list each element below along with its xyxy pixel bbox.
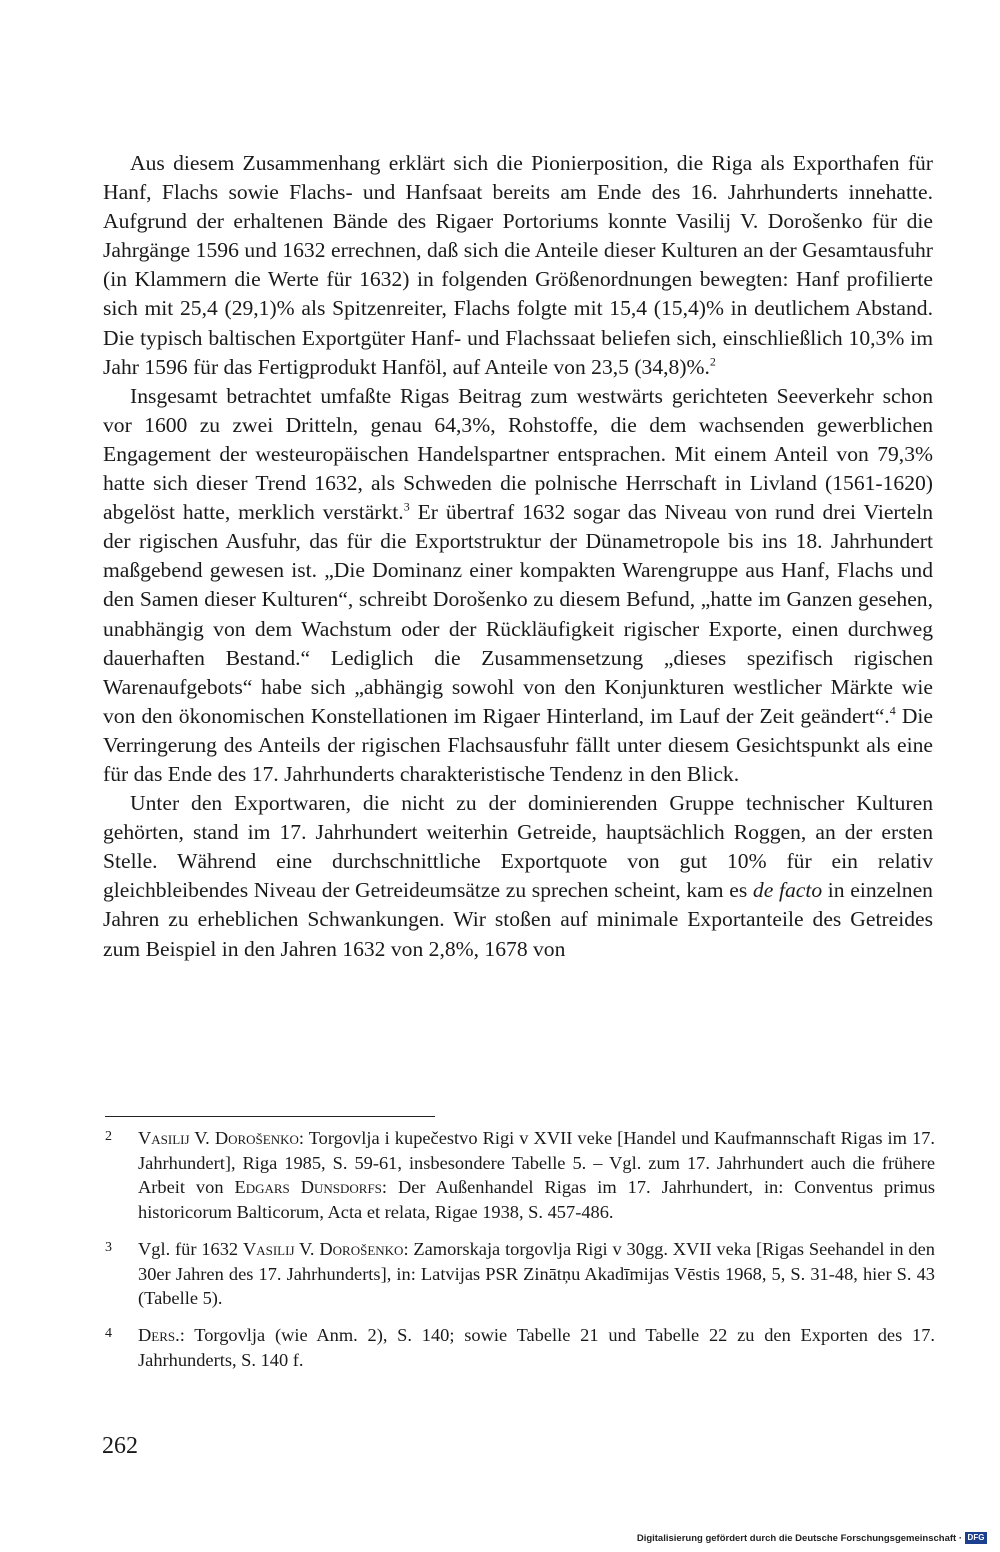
footnote-3 xyxy=(105,1237,935,1311)
funding-note xyxy=(637,1532,987,1544)
italic-term: de facto xyxy=(752,878,823,903)
paragraph-1 xyxy=(103,149,933,382)
funding-note-text: Digitalisierung gefördert durch die Deutsche Forschungsgemeinschaft · xyxy=(636,1532,962,1544)
footnote-author: Edgars Dunsdorfs xyxy=(234,1177,382,1198)
footnote-4 xyxy=(105,1323,935,1372)
footnote-text: : Torgovlja i kupečestvo Rigi v XVII veke [Handel und Kaufmannschaft Rigas im 17. Jahrhundert], Riga 1985, S. 59-61, insbesondere Tabelle 5. – Vgl. zum 17. Jahrhundert auch die frühere Arbeit von xyxy=(138,1128,935,1198)
paragraph-text: Er übertraf 1632 sogar das Niveau von rund drei Vierteln der rigischen Ausfuhr, das für die Exportstruktur der Dünametropole bis ins 18. Jahrhundert maßgebend gewesen ist. „Die Dominanz einer kompakten Warengruppe aus Hanf, Flachs und den Samen dieser Kulturen“, schreibt Dorošenko zu diesem Befund, „hatte im Ganzen gesehen, unabhängig von dem Wachstum oder der Rückläufigkeit rigischer Exporte, einen durchweg dauerhaften Bestand.“ Lediglich die Zusammensetzung „dieses spezifisch rigischen Warenaufgebots“ habe sich „abhängig sowohl von den Konjunkturen westlicher Märkte wie von den ökonomischen Konstellationen im Rigaer Hinterland, im Lauf der Zeit geändert“. xyxy=(103,500,933,728)
footnote-text: : Der Außenhandel Rigas im 17. Jahrhundert, in: Conventus primus historicorum Balticorum, Acta et relata, Rigae 1938, S. 457-486. xyxy=(138,1177,936,1223)
footnote-number: 4 xyxy=(105,1325,112,1341)
footnote-number: 3 xyxy=(105,1239,112,1255)
footnote-ref: 2 xyxy=(709,354,716,369)
footnotes xyxy=(105,1126,935,1384)
footnote-number: 2 xyxy=(105,1129,112,1144)
footnote-author: Vasilij V. Dorošenko xyxy=(138,1128,299,1148)
footnote-text: : Torgovlja (wie Anm. 2), S. 140; sowie Tabelle 21 und Tabelle 22 zu den Exporten des 17. Jahrhunderts, S. 140 f. xyxy=(138,1324,935,1370)
paragraph-3 xyxy=(103,789,933,964)
footnote-author: Ders. xyxy=(138,1324,180,1345)
page-number: 262 xyxy=(102,1433,138,1459)
footnote-ref: 3 xyxy=(403,499,410,514)
footnote-ref: 4 xyxy=(889,703,896,718)
footnote-author: Vasilij V. Dorošenko xyxy=(242,1238,404,1259)
footnote-divider xyxy=(105,1116,435,1117)
footnote-2 xyxy=(105,1126,935,1225)
footnote-text: : Zamorskaja torgovlja Rigi v 30gg. XVII veka [Rigas Seehandel in den 30er Jahren des 17. Jahrhunderts], in: Latvijas PSR Zinātņu Akadīmijas Vēstis 1968, 5, S. 31-48, hier S. 43 (Tabelle 5). xyxy=(138,1238,935,1309)
paragraph-2 xyxy=(103,382,933,789)
paragraph-text: Aus diesem Zusammenhang erklärt sich die Pionierposition, die Riga als Exporthafen für Hanf, Flachs sowie Flachs- und Hanfsaat bereits am Ende des 16. Jahrhunderts innehatte. Aufgrund der erhaltenen Bände des Rigaer Portoriums konnte Vasilij V. Dorošenko für die Jahrgänge 1596 und 1632 errechnen, daß sich die Anteile dieser Kulturen an der Gesamtausfuhr (in Klammern die Werte für 1632) in folgenden Größenordnungen bewegten: Hanf profilierte sich mit 25,4 (29,1)% als Spitzenreiter, Flachs folgte mit 15,4 (15,4)% in deutlichem Abstand. Die typisch baltischen Exportgüter Hanf- und Flachssaat beliefen sich, einschließlich 10,3% im Jahr 1596 für das Fertigprodukt Hanföl, auf Anteile von 23,5 (34,8)%. xyxy=(103,151,933,379)
main-text xyxy=(103,149,933,964)
paragraph-text: Die Verringerung des Anteils der rigischen Flachsausfuhr fällt unter diesem Gesichtspunkt als eine für das Ende des 17. Jahrhunderts charakteristische Tendenz in den Blick. xyxy=(103,703,934,786)
paragraph-text: Insgesamt betrachtet umfaßte Rigas Beitrag zum westwärts gerichteten Seeverkehr schon vor 1600 zu zwei Dritteln, genau 64,3%, Rohstoffe, die dem wachsenden gewerblichen Engagement der westeuropäischen Handelspartner entsprachen. Mit einem Anteil von 79,3% hatte sich dieser Trend 1632, als Schweden die polnische Herrschaft in Livland (1561-1620) abgelöst hatte, merklich verstärkt. xyxy=(103,383,933,525)
footnote-text: Vgl. für 1632 xyxy=(138,1238,243,1259)
paragraph-text: Unter den Exportwaren, die nicht zu der dominierenden Gruppe technischer Kulturen gehörten, stand im 17. Jahrhundert weiterhin Getreide, hauptsächlich Roggen, an der ersten Stelle. Während eine durchschnittliche Exportquote von gut 10% für ein relativ gleichbleibendes Niveau der Getreideumsätze zu sprechen scheint, kam es xyxy=(103,791,933,903)
paragraph-text: in einzelnen Jahren zu erheblichen Schwankungen. Wir stoßen auf minimale Exportanteile des Getreides zum Beispiel in den Jahren 1632 von 2,8%, 1678 von xyxy=(103,878,933,961)
dfg-logo: DFG xyxy=(965,1532,987,1544)
